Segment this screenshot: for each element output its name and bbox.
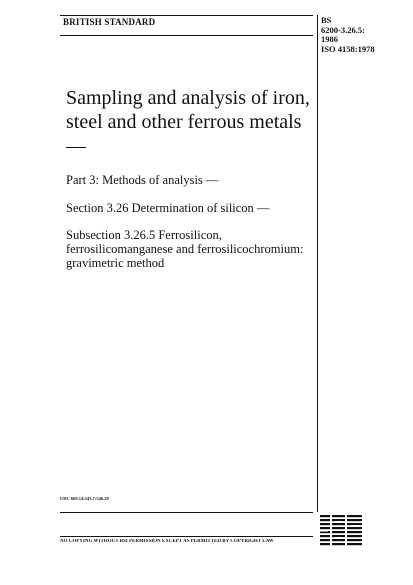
standard-part-number: 6200-3.26.5: [321,24,365,35]
udc-code: UDC 669.14:543.7:546.28 [60,496,109,501]
copyright-notice: NO COPYING WITHOUT BSI PERMISSION EXCEPT AS PERMITTED BY COPYRIGHT LAW [60,539,274,544]
standard-year: 1986 [321,34,338,45]
header-top-rule [60,15,313,16]
iso-equivalent: ISO 4158:1978 [321,43,375,54]
subsection-title: Subsection 3.26.5 Ferrosilicon, ferrosilicomanganese and ferrosilicochromium: gravimetric method [66,228,304,270]
standard-number-block [321,16,375,54]
publisher-label: BRITISH STANDARD [63,17,156,27]
section-title: Section 3.26 Determination of silicon — [66,201,270,215]
part-title: Part 3: Methods of analysis — [66,173,219,187]
bsi-logo-icon [318,511,364,549]
document-title: Sampling and analysis of iron, steel and other ferrous metals — [66,87,310,157]
standard-prefix: BS [321,15,332,25]
footer-bottom-rule [60,536,313,537]
header-bottom-rule [60,35,313,36]
side-vertical-rule [317,15,318,512]
footer-top-rule [60,512,313,513]
